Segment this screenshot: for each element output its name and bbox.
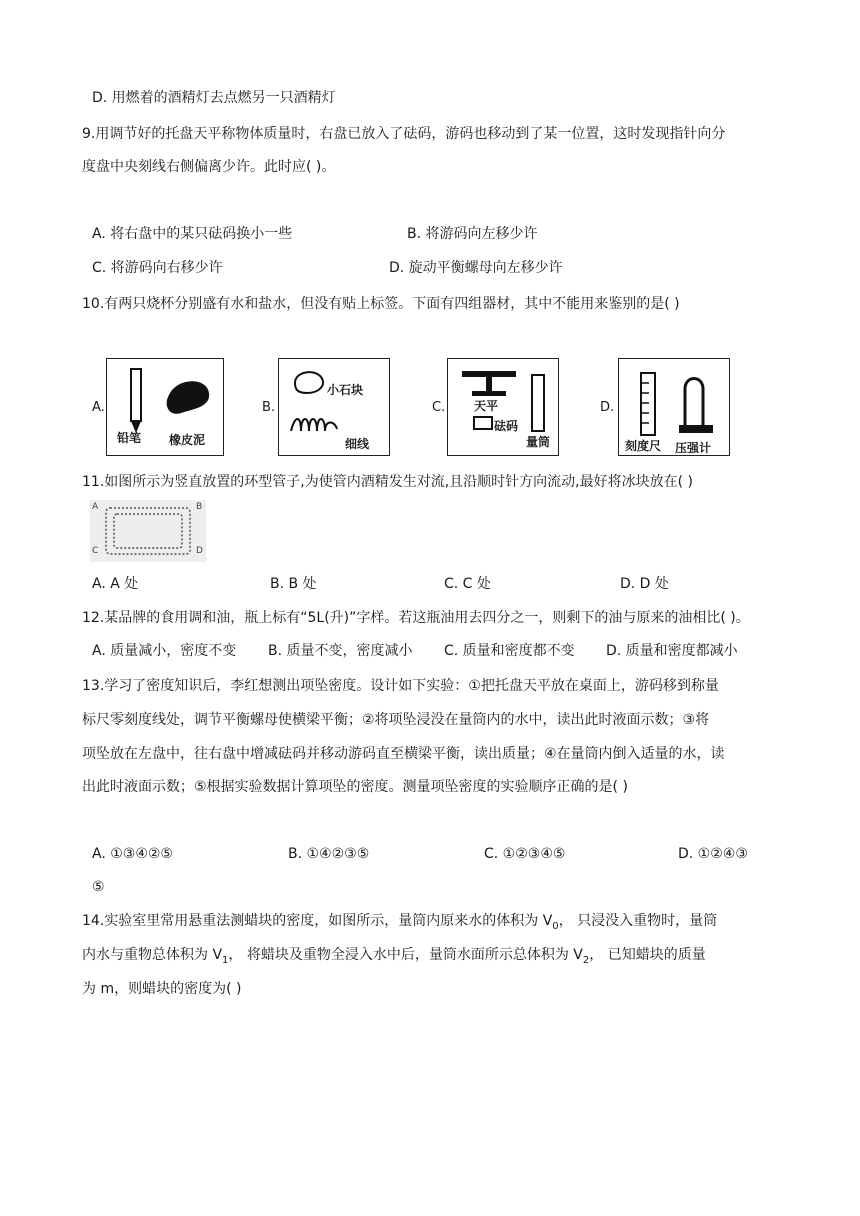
cylinder-icon xyxy=(532,375,544,431)
q14-line2-text-b: ， 将蜡块及重物全浸入水中后，量筒水面所示总体积为 V xyxy=(228,947,583,963)
q13-option-c: C. ①②③④⑤ xyxy=(484,846,566,862)
q14-line1-text: 14.实验室里常用悬重法测蜡块的密度，如图所示，量筒内原来水的体积为 V xyxy=(82,913,553,929)
q8-option-d: D. 用燃着的酒精灯去点燃另一只酒精灯 xyxy=(92,90,336,106)
q10-fig-b xyxy=(278,358,390,456)
q11-figure xyxy=(90,500,206,562)
q10-fig-b-label: B. xyxy=(262,400,276,415)
q14-sub-v2: 2 xyxy=(582,954,590,966)
q12-option-c: C. 质量和密度都不变 xyxy=(444,643,575,659)
q13-option-d-wrap: ⑤ xyxy=(92,879,105,895)
q11-corner-b: B xyxy=(196,502,203,512)
q10-fig-b-cap1: 小石块 xyxy=(327,383,364,397)
q11-stem: 11.如图所示为竖直放置的环型管子,为使管内酒精发生对流,且沿顺时针方向流动,最好将冰块放在( ) xyxy=(82,474,693,490)
q10-fig-a xyxy=(106,358,224,456)
q14-line1-text-b: ， 只浸没入重物时，量筒 xyxy=(558,913,718,929)
clay-icon xyxy=(167,381,210,414)
q12-option-a: A. 质量减小，密度不变 xyxy=(92,643,237,659)
q11-corner-c: C xyxy=(92,546,99,556)
q10-fig-c-cap3: 量筒 xyxy=(526,435,551,449)
q13-stem-line2: 标尺零刻度线处，调节平衡螺母使横梁平衡；②将项坠浸没在量筒内的水中，读出此时液面示数；③将 xyxy=(82,712,710,728)
q11-option-c: C. C 处 xyxy=(444,576,491,592)
q13-option-b: B. ①④②③⑤ xyxy=(288,846,370,862)
q11-option-d: D. D 处 xyxy=(620,576,669,592)
q10-fig-a-label: A. xyxy=(92,400,105,415)
q11-option-b: B. B 处 xyxy=(270,576,317,592)
q10-fig-b-cap2: 细线 xyxy=(345,437,370,451)
q10-fig-a-cap1: 铅笔 xyxy=(117,431,142,445)
q9-stem-line2: 度盘中央刻线右侧偏离少许。此时应( )。 xyxy=(82,159,336,175)
q13-stem-line3: 项坠放在左盘中，往右盘中增减砝码并移动游码直至横梁平衡，读出质量；④在量筒内倒入适量的水，读 xyxy=(82,746,725,762)
q9-option-a: A. 将右盘中的某只砝码换小一些 xyxy=(92,226,293,242)
q9-stem-line1: 9.用调节好的托盘天平称物体质量时，右盘已放入了砝码，游码也移动到了某一位置，这时发现指针向分 xyxy=(82,126,726,142)
loop-tube-icon xyxy=(90,500,206,562)
q10-fig-c xyxy=(447,358,559,456)
q14-stem-line3: 为 m，则蜡块的密度为( ) xyxy=(82,981,242,997)
q10-fig-d xyxy=(618,358,730,456)
q9-option-b: B. 将游码向左移少许 xyxy=(407,226,538,242)
q11-corner-d: D xyxy=(196,546,203,556)
q10-fig-d-label: D. xyxy=(600,400,615,415)
q11-option-a: A. A 处 xyxy=(92,576,139,592)
q13-option-d: D. ①②④③ xyxy=(678,846,748,862)
q13-stem-line1: 13.学习了密度知识后，李红想测出项坠密度。设计如下实验：①把托盘天平放在桌面上，游码移到称量 xyxy=(82,678,719,694)
manometer-icon xyxy=(685,379,703,430)
q14-stem-line2 xyxy=(82,945,706,971)
q13-option-a: A. ①③④②⑤ xyxy=(92,846,173,862)
q9-option-d: D. 旋动平衡螺母向左移少许 xyxy=(389,260,563,276)
q10-fig-c-cap2: 砝码 xyxy=(494,419,519,433)
q14-stem-line1 xyxy=(82,911,717,937)
q9-option-c: C. 将游码向右移少许 xyxy=(92,260,223,276)
q10-fig-d-cap2: 压强计 xyxy=(675,441,712,455)
q10-fig-a-cap2: 橡皮泥 xyxy=(169,433,206,447)
q14-line2-text-c: ， 已知蜡块的质量 xyxy=(589,947,706,963)
q13-stem-line4: 出此时液面示数；⑤根据实验数据计算项坠的密度。测量项坠密度的实验顺序正确的是( ) xyxy=(82,779,628,795)
weights-icon xyxy=(474,417,492,429)
thread-icon xyxy=(291,419,337,431)
q14-sub-v0: 0 xyxy=(552,920,559,932)
stone-icon xyxy=(279,359,391,457)
q10-stem: 10.有两只烧杯分别盛有水和盐水，但没有贴上标签。下面有四组器材，其中不能用来鉴别的是( ) xyxy=(82,296,680,312)
q14-sub-v1: 1 xyxy=(222,954,229,966)
q12-option-d: D. 质量和密度都减小 xyxy=(606,643,738,659)
q12-stem: 12.某品牌的食用调和油，瓶上标有“5L(升)”字样。若这瓶油用去四分之一，则剩下的油与原来的油相比( )。 xyxy=(82,610,750,626)
q10-fig-c-label: C. xyxy=(432,400,446,415)
q10-fig-c-cap1: 天平 xyxy=(474,399,499,413)
q10-fig-d-cap1: 刻度尺 xyxy=(625,439,662,453)
q14-line2-text: 内水与重物总体积为 V xyxy=(82,947,223,963)
q12-option-b: B. 质量不变，密度减小 xyxy=(268,643,413,659)
q11-corner-a: A xyxy=(92,502,99,512)
